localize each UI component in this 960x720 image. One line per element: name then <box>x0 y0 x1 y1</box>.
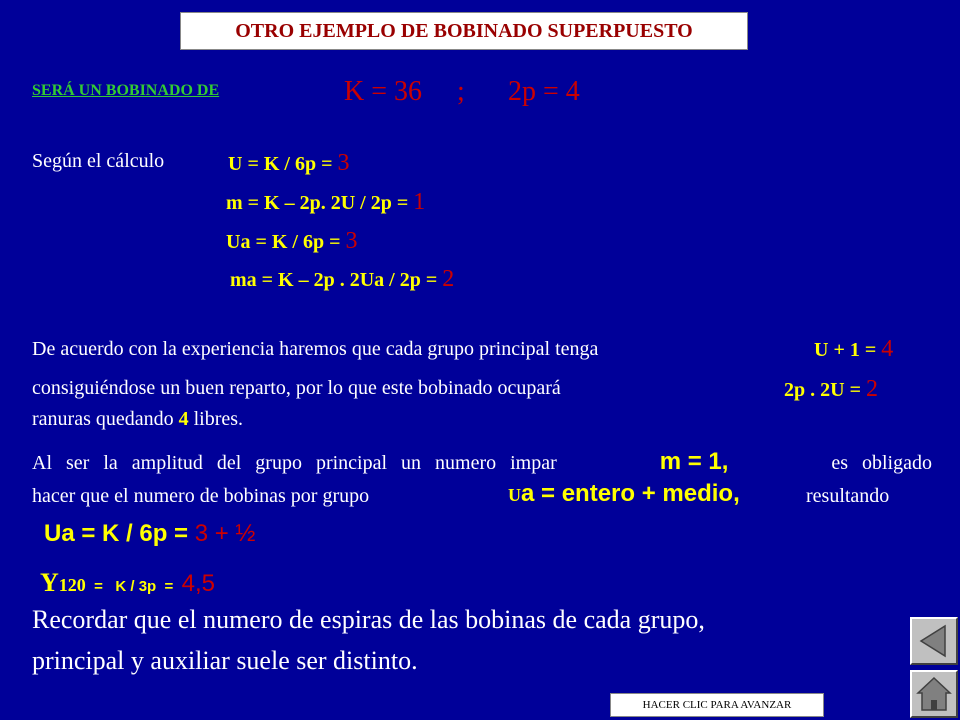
advance-button-label: HACER CLIC PARA AVANZAR <box>642 699 792 711</box>
para1-line3-start: ranuras quedando <box>32 408 179 430</box>
u-formula <box>228 150 349 177</box>
free-slots-value: 4 <box>178 408 189 430</box>
para1-line3 <box>32 408 243 431</box>
slots-value: 2 <box>865 376 878 402</box>
m-formula-text: m = K – 2p. 2U / 2p = <box>226 192 414 214</box>
m-formula <box>226 189 425 216</box>
y120-formula-text: = K / 3p = <box>85 578 182 595</box>
ua-half-u: U <box>508 485 521 505</box>
para1-line2: consiguiéndose un buen reparto, por lo que este bobinado ocupará <box>32 377 561 399</box>
group-size-value: 4 <box>881 336 894 362</box>
y120-subscript: 120 <box>58 575 86 595</box>
para2-line2-text: hacer que el numero de bobinas por grupo <box>32 485 370 507</box>
page-title-text: OTRO EJEMPLO DE BOBINADO SUPERPUESTO <box>235 19 693 42</box>
ma-formula <box>230 266 454 293</box>
group-size-formula-text: U + 1 = <box>814 339 882 361</box>
ua-formula <box>226 228 357 255</box>
ma-value: 2 <box>442 266 455 292</box>
home-button[interactable] <box>910 670 958 718</box>
para1-line3-end: libres. <box>188 408 244 430</box>
k-value: K = 36 <box>344 76 423 107</box>
poles-value: 2p = 4 <box>508 76 580 107</box>
ua-result-value: 3 + ½ <box>194 520 256 547</box>
separator: ; <box>457 76 465 107</box>
para2-line1-end: es obligado <box>831 452 932 474</box>
m-value: 1 <box>413 189 426 215</box>
reminder-line2: principal y auxiliar suele ser distinto. <box>32 646 418 675</box>
group-size-formula <box>814 336 893 363</box>
ua-result <box>44 520 255 548</box>
back-button[interactable] <box>910 617 958 665</box>
para2-line1-text: Al ser la amplitud del grupo principal un numero impar <box>32 452 557 474</box>
calc-intro: Según el cálculo <box>32 150 165 172</box>
u-value: 3 <box>337 150 350 176</box>
triangle-left-icon <box>912 619 956 663</box>
y120-symbol: Y <box>40 568 59 597</box>
winding-definition <box>32 82 219 100</box>
para2-line2 <box>32 485 369 508</box>
advance-button[interactable] <box>610 693 824 717</box>
winding-definition-label: SERÁ UN BOBINADO DE <box>32 82 220 99</box>
u-formula-text: U = K / 6p = <box>228 153 338 175</box>
ua-half-formula <box>508 480 740 508</box>
para2-line2-end: resultando <box>806 485 890 507</box>
para1-line1: De acuerdo con la experiencia haremos que cada grupo principal tenga <box>32 338 599 360</box>
ua-value: 3 <box>345 228 358 254</box>
ua-result-formula: Ua = K / 6p = <box>44 520 195 547</box>
home-icon <box>912 672 956 716</box>
m-odd-formula: m = 1, <box>659 448 729 475</box>
para2-line1 <box>32 448 932 476</box>
y120-formula <box>40 568 215 598</box>
y120-value: 4,5 <box>181 570 216 597</box>
slots-formula <box>784 376 878 403</box>
ua-formula-text: Ua = K / 6p = <box>226 231 346 253</box>
slots-formula-text: 2p . 2U = <box>784 379 866 401</box>
reminder-line1: Recordar que el numero de espiras de las bobinas de cada grupo, <box>32 605 705 634</box>
ma-formula-text: ma = K – 2p . 2Ua / 2p = <box>230 269 443 291</box>
page-title <box>180 12 748 50</box>
ua-half-text: a = entero + medio, <box>521 480 740 507</box>
